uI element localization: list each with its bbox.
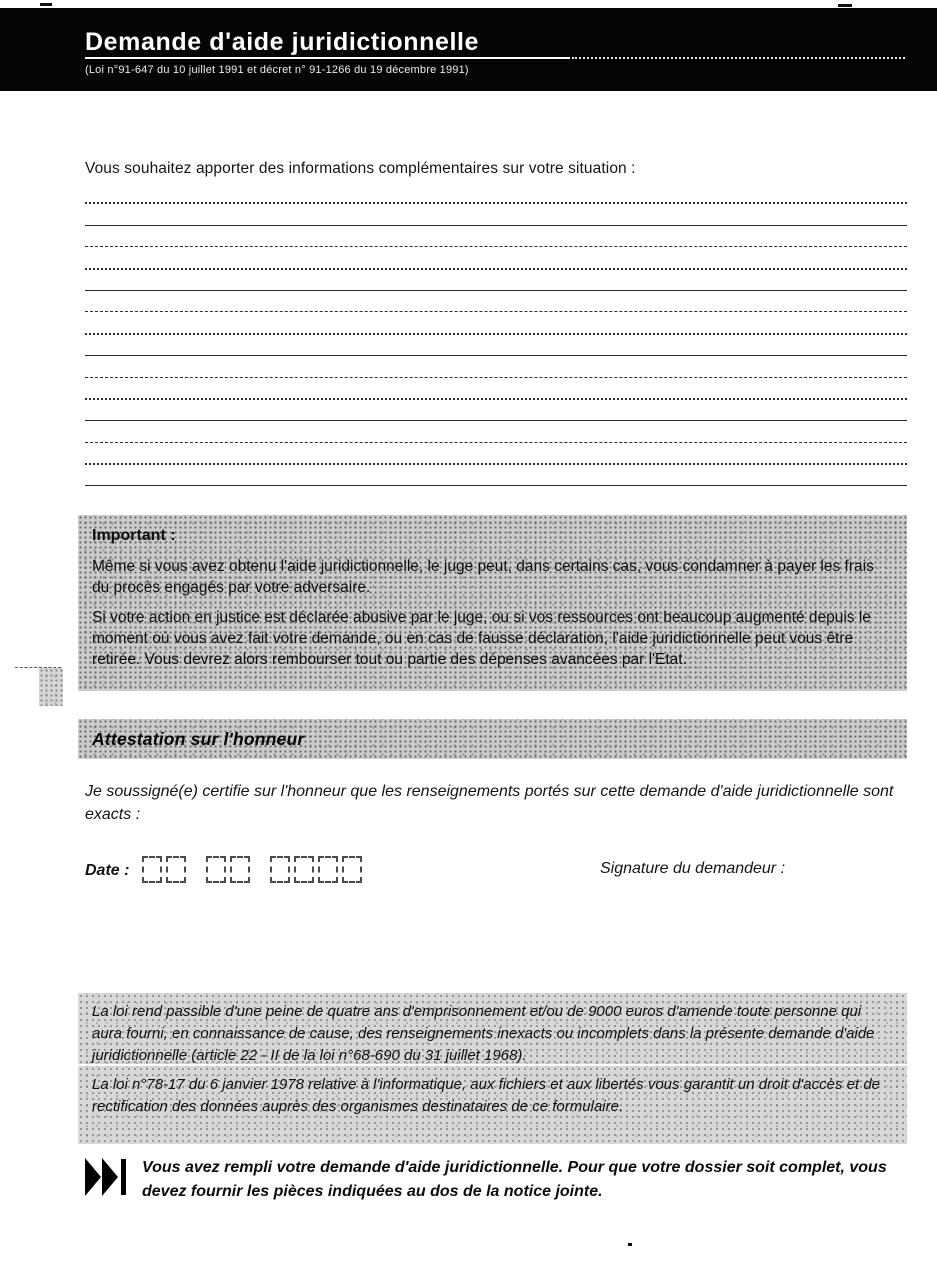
writing-line[interactable] (85, 421, 907, 442)
date-month-box-2[interactable] (230, 856, 250, 883)
fast-forward-icon (85, 1158, 129, 1196)
writing-line[interactable] (85, 182, 907, 204)
signature-label: Signature du demandeur : (600, 860, 786, 877)
writing-line[interactable] (85, 226, 907, 247)
writing-line[interactable] (85, 204, 907, 225)
legal-penalty-text: La loi rend passible d'une peine de quatre ans d'emprisonnement et/ou de 9000 euros d'amende toute personne qui aura fourni, en connaissance de cause, des renseignements inexacts ou incomplets dans la présente demande d'aide juridictionnelle (article 22 - II de la loi n°68-690 du 31 juillet 1968). (92, 1003, 875, 1064)
date-year-box-3[interactable] (318, 856, 338, 883)
attestation-statement: Je soussigné(e) certifie sur l'honneur que les renseignements portés sur cette demande d'aide juridictionnelle sont exacts : (85, 783, 894, 823)
arrow-triangle-icon (102, 1158, 118, 1196)
date-day-box-1[interactable] (142, 856, 162, 883)
arrow-bar (121, 1159, 126, 1195)
date-signature-row (85, 856, 913, 892)
date-label: Date : (85, 862, 130, 879)
attestation-section-header (78, 719, 907, 759)
scan-artifact (628, 1243, 632, 1246)
date-month-group[interactable] (206, 856, 254, 883)
date-year-box-2[interactable] (294, 856, 314, 883)
date-field[interactable] (142, 856, 382, 883)
date-year-box-4[interactable] (342, 856, 362, 883)
date-year-box-1[interactable] (270, 856, 290, 883)
scan-artifact (40, 3, 52, 6)
important-paragraph-1: Même si vous avez obtenu l'aide juridictionnelle, le juge peut, dans certains cas, vous condamner à payer les frais du procès engagés par votre adversaire. (92, 558, 874, 596)
important-notice-box (78, 515, 907, 691)
writing-line[interactable] (85, 378, 907, 400)
date-day-group[interactable] (142, 856, 190, 883)
law-reference-subtitle: (Loi n°91-647 du 10 juillet 1991 et décret n° 91-1266 du 19 décembre 1991) (85, 64, 469, 76)
writing-line[interactable] (85, 465, 907, 486)
writing-line[interactable] (85, 247, 907, 269)
legal-data-privacy-notice (78, 1066, 907, 1144)
writing-line[interactable] (85, 443, 907, 465)
writing-line[interactable] (85, 356, 907, 377)
additional-info-label: Vous souhaitez apporter des informations complémentaires sur votre situation : (85, 160, 636, 177)
header-band (0, 8, 937, 91)
arrow-triangle-icon (85, 1158, 101, 1196)
title-underline (85, 57, 570, 59)
legal-data-privacy-text: La loi n°78-17 du 6 janvier 1978 relative à l'informatique, aux fichiers et aux libertés vous garantit un droit d'accès et de rectification des données auprès des organismes destinataires de ce formulaire. (92, 1076, 881, 1115)
page-title: Demande d'aide juridictionnelle (85, 28, 480, 56)
writing-line[interactable] (85, 270, 907, 291)
additional-info-writing-area[interactable] (85, 182, 907, 486)
date-month-box-1[interactable] (206, 856, 226, 883)
completion-note: Vous avez rempli votre demande d'aide juridictionnelle. Pour que votre dossier soit complet, vous devez fournir les pièces indiquées au dos de la notice jointe. (142, 1159, 887, 1200)
writing-line[interactable] (85, 335, 907, 356)
important-title: Important : (92, 527, 176, 544)
important-paragraph-2: Si votre action en justice est déclarée abusive par le juge, ou si vos ressources ont beaucoup augmenté depuis le moment où vous avez fait votre demande, ou en cas de fausse déclaration, l'aide juridictionnelle peut vous être retirée. Vous devrez alors rembourser tout ou partie des dépenses avancées par l'Etat. (92, 609, 871, 668)
title-underline-dotted (572, 57, 905, 59)
scan-noise-blob (39, 668, 63, 706)
writing-line[interactable] (85, 400, 907, 421)
date-day-box-2[interactable] (166, 856, 186, 883)
attestation-title: Attestation sur l'honneur (92, 728, 305, 749)
date-year-group[interactable] (270, 856, 366, 883)
writing-line[interactable] (85, 312, 907, 334)
scan-artifact (838, 4, 852, 7)
legal-penalty-notice (78, 993, 907, 1064)
writing-line[interactable] (85, 291, 907, 312)
